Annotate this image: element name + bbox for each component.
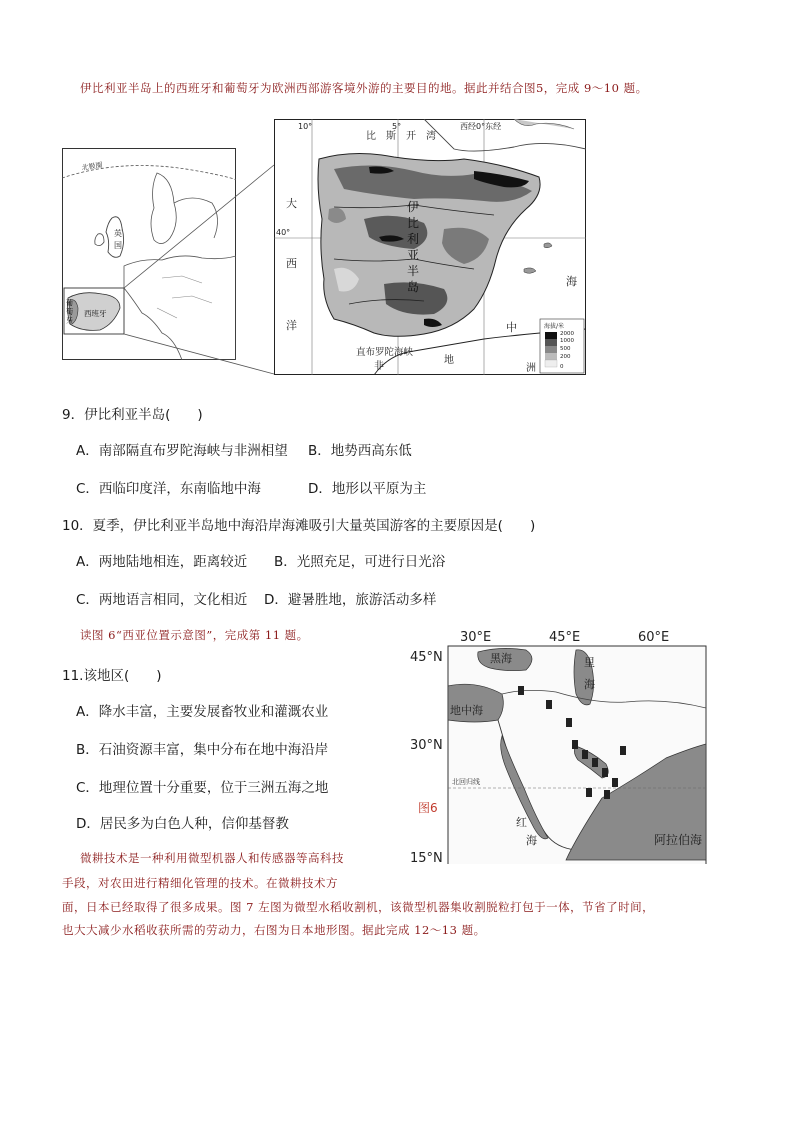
q11-option-d[interactable]: D．居民多为白色人种，信仰基督教 [76,816,289,832]
q9-option-c[interactable]: C．西临印度洋，东南临地中海 [76,481,261,497]
peninsula-label-4: 亚 [407,248,420,262]
arabian-sea-label: 阿拉伯海 [654,833,703,847]
africa-label-2: 洲 [526,363,536,374]
legend-level-1000: 1000 [560,338,574,344]
africa-label-1: 非 [374,361,384,372]
question-9-stem: 9．伊比利亚半岛( ) [62,407,203,423]
west-asia-map [406,628,710,864]
lat-45n-label: 45°N [410,650,443,665]
q10-option-b[interactable]: B．光照充足，可进行日光浴 [274,554,446,570]
lon-5-label: 5° [392,122,402,131]
q9-option-d[interactable]: D．地形以平原为主 [308,481,427,497]
red-sea-label-1: 红 [516,816,527,829]
inset-portugal-2: 萄 [66,308,73,316]
arctic-circle-label: 北极圈 [81,161,104,172]
intro-text-q12-13-line3: 面，日本已经取得了很多成果。图 7 左图为微型水稻收割机，该微型机器集收割脱粒打包于一体，节省了时间， [62,900,655,914]
inset-uk-label-1: 英 [114,229,122,238]
intro-text-q12-13-line1: 微耕技术是一种利用微型机器人和传感器等高科技 [80,851,344,865]
legend-level-500: 500 [560,346,571,352]
intro-text-q11: 读图 6“西亚位置示意图”，完成第 11 题。 [80,628,309,642]
black-sea-label: 黑海 [490,652,512,665]
inset-uk-label-2: 国 [114,241,122,250]
caspian-label-1: 里 [584,656,595,669]
peninsula-label-2: 比 [407,216,420,230]
red-sea-label-2: 海 [526,834,537,847]
lat-40-label: 40° [276,228,291,237]
elevation-legend [540,319,584,373]
question-10-stem: 10．夏季，伊比利亚半岛地中海沿岸海滩吸引大量英国游客的主要原因是( ) [62,518,536,534]
q11-option-b[interactable]: B．石油资源丰富，集中分布在地中海沿岸 [76,742,329,758]
mediterranean-label: 地中海 [450,704,483,717]
atlantic-label-3: 洋 [286,319,297,332]
legend-level-0: 0 [560,364,564,370]
lon-10-label: 10° [298,122,313,131]
question-11-stem: 11.该地区( ) [62,668,162,684]
atlantic-label-2: 西 [286,257,297,270]
intro-text-q9-10: 伊比利亚半岛上的西班牙和葡萄牙为欧洲西部游客境外游的主要目的地。据此并结合图5，完成 9～10 题。 [80,81,648,95]
q10-option-c[interactable]: C．两地语言相同，文化相近 [76,592,248,608]
gibraltar-label: 直布罗陀海峡 [356,347,414,358]
mediterranean-zhong-label: 中 [506,321,517,334]
q9-option-b[interactable]: B．地势西高东低 [308,443,412,459]
lat-30n-label: 30°N [410,738,443,753]
sea-label: 海 [566,275,577,288]
peninsula-label-1: 伊 [407,200,420,214]
intro-text-q12-13-line4: 也大大减少水稻收获所需的劳动力，右图为日本地形图。据此完成 12～13 题。 [62,923,486,937]
legend-title: 海拔/米 [544,323,565,330]
di-label: 地 [444,355,454,366]
atlantic-label-1: 大 [286,197,297,210]
q11-option-c[interactable]: C．地理位置十分重要，位于三洲五海之地 [76,780,329,796]
inset-portugal-3: 牙 [66,317,73,325]
tropic-label: 北回归线 [452,778,480,786]
lon-30e-label: 30°E [460,630,492,645]
lon-60e-label: 60°E [638,630,670,645]
peninsula-label-6: 岛 [407,280,420,294]
lon-45e-label: 45°E [549,630,581,645]
legend-level-2000: 2000 [560,331,574,337]
west-asia-map-frame [448,646,706,864]
lon-0-label: 西经0°东经 [460,122,502,131]
inset-portugal-1: 葡 [66,299,73,307]
peninsula-label-3: 利 [407,232,420,246]
lat-15n-label: 15°N [410,851,443,864]
inset-spain-label: 西班牙 [84,309,107,318]
q11-option-a[interactable]: A．降水丰富，主要发展畜牧业和灌溉农业 [76,704,329,720]
q10-option-d[interactable]: D．避暑胜地，旅游活动多样 [264,592,437,608]
q9-option-a[interactable]: A．南部隔直布罗陀海峡与非洲相望 [76,443,288,459]
q10-option-a[interactable]: A．两地陆地相连，距离较近 [76,554,248,570]
iberia-relief-map [274,119,586,375]
intro-text-q12-13-line2: 手段，对农田进行精细化管理的技术。在微耕技术方 [62,876,338,890]
bay-of-biscay-label: 比 斯 开 湾 [366,131,436,142]
peninsula-label-5: 半 [407,264,420,278]
caspian-label-2: 海 [584,678,595,691]
legend-level-200: 200 [560,354,571,360]
figure-6-label: 图6 [418,801,438,815]
